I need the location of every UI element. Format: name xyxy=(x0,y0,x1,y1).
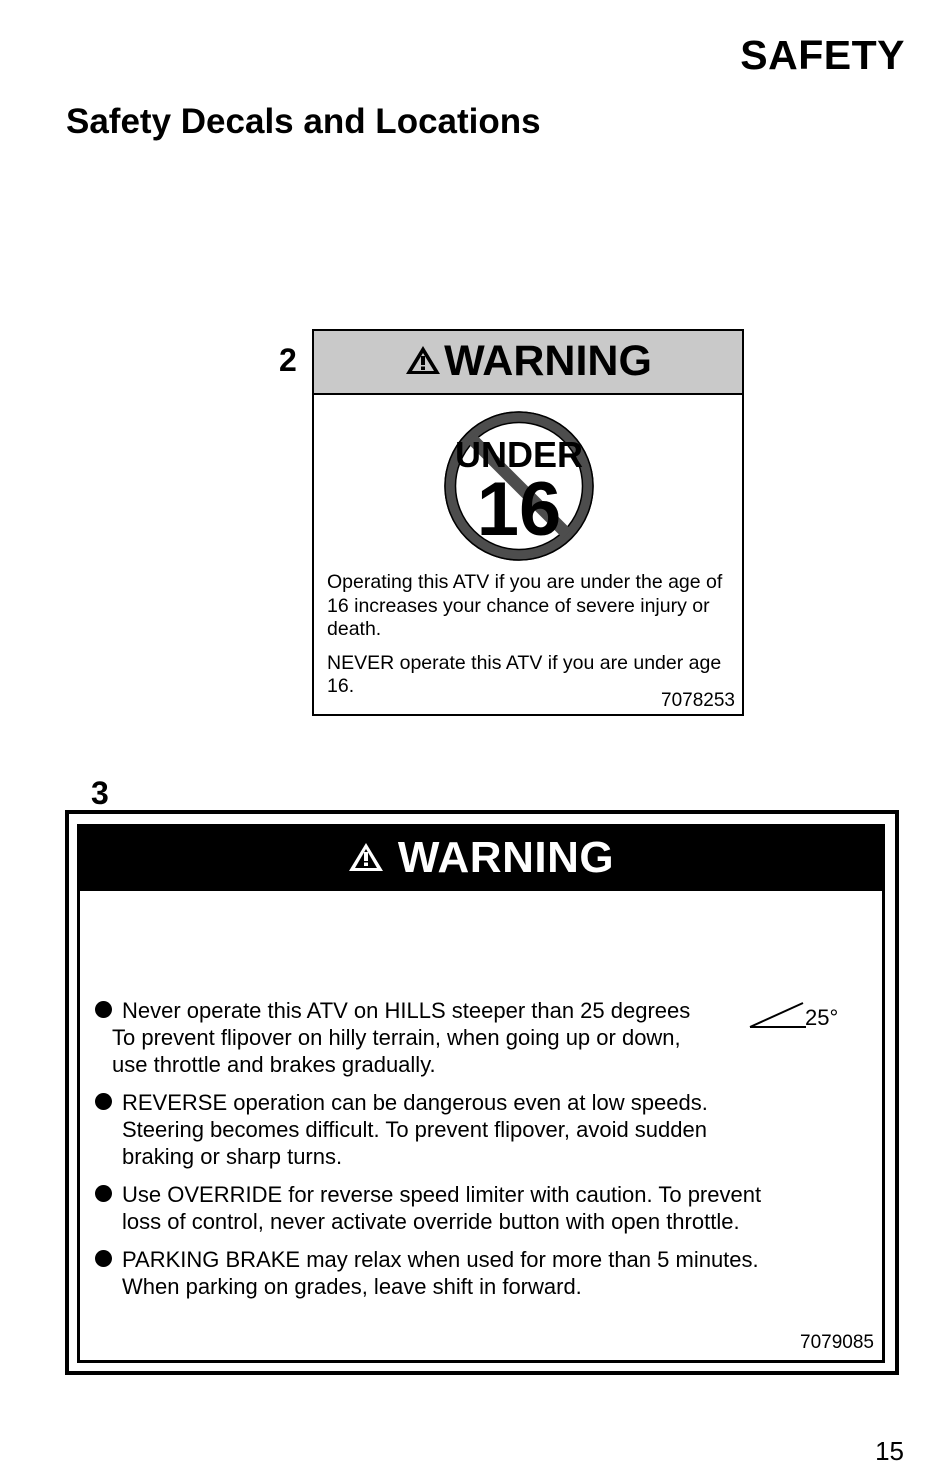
bullet-reverse xyxy=(92,1089,882,1170)
bullet-dot xyxy=(95,1001,112,1018)
page-heading: Safety Decals and Locations xyxy=(66,102,541,141)
section-title: SAFETY xyxy=(740,32,905,78)
bullet-line: Steering becomes difficult. To prevent flipover, avoid sudden xyxy=(122,1117,707,1142)
warning-triangle-icon xyxy=(348,842,384,872)
bullet-line: Never operate this ATV on HILLS steeper than 25 degrees xyxy=(122,998,691,1023)
decal-2-number: 2 xyxy=(279,342,297,378)
bullet-dot xyxy=(95,1250,112,1267)
bullet-line: Use OVERRIDE for reverse speed limiter with caution. To prevent xyxy=(122,1182,762,1207)
decal-2-text xyxy=(327,571,739,709)
decal-2-warning xyxy=(312,329,744,716)
decal-3-title: WARNING xyxy=(397,833,615,882)
bullet-line: braking or sharp turns. xyxy=(122,1144,343,1169)
decal-2-code: 7078253 xyxy=(661,690,735,711)
decal-2-paragraph-2: NEVER operate this ATV if you are under age 16. xyxy=(327,651,722,697)
under-text: UNDER xyxy=(454,434,584,475)
bullet-line: REVERSE operation can be dangerous even at low speeds. xyxy=(122,1090,708,1115)
bullet-hills xyxy=(92,997,882,1078)
slope-label: 25° xyxy=(805,1005,839,1030)
warning-triangle-icon xyxy=(404,344,442,376)
decal-3-number: 3 xyxy=(91,775,109,811)
decal-3-header xyxy=(80,827,882,891)
bullet-line: loss of control, never activate override button with open throttle. xyxy=(122,1209,740,1234)
bullet-dot xyxy=(95,1185,112,1202)
bullet-line: To prevent flipover on hilly terrain, when going up or down, xyxy=(112,1025,681,1050)
prohibition-circle-icon xyxy=(438,405,600,567)
decal-2-header xyxy=(314,331,742,395)
decal-2-title: WARNING xyxy=(444,337,652,385)
age-number-text: 16 xyxy=(476,467,562,552)
bullet-dot xyxy=(95,1093,112,1110)
warning-bullets xyxy=(92,997,882,1311)
decal-3-warning xyxy=(65,810,899,1375)
bullet-line: PARKING BRAKE may relax when used for more than 5 minutes. xyxy=(122,1247,759,1272)
bullet-override xyxy=(92,1181,882,1235)
bullet-line: use throttle and brakes gradually. xyxy=(112,1052,436,1077)
under-16-pictogram xyxy=(438,405,600,572)
bullet-parking-brake xyxy=(92,1246,882,1300)
decal-2-paragraph-1: Operating this ATV if you are under the age of 16 increases your chance of severe injury or death. xyxy=(327,571,723,640)
page-number: 15 xyxy=(875,1436,904,1466)
decal-3-code: 7079085 xyxy=(800,1332,874,1353)
bullet-line: When parking on grades, leave shift in forward. xyxy=(122,1274,582,1299)
